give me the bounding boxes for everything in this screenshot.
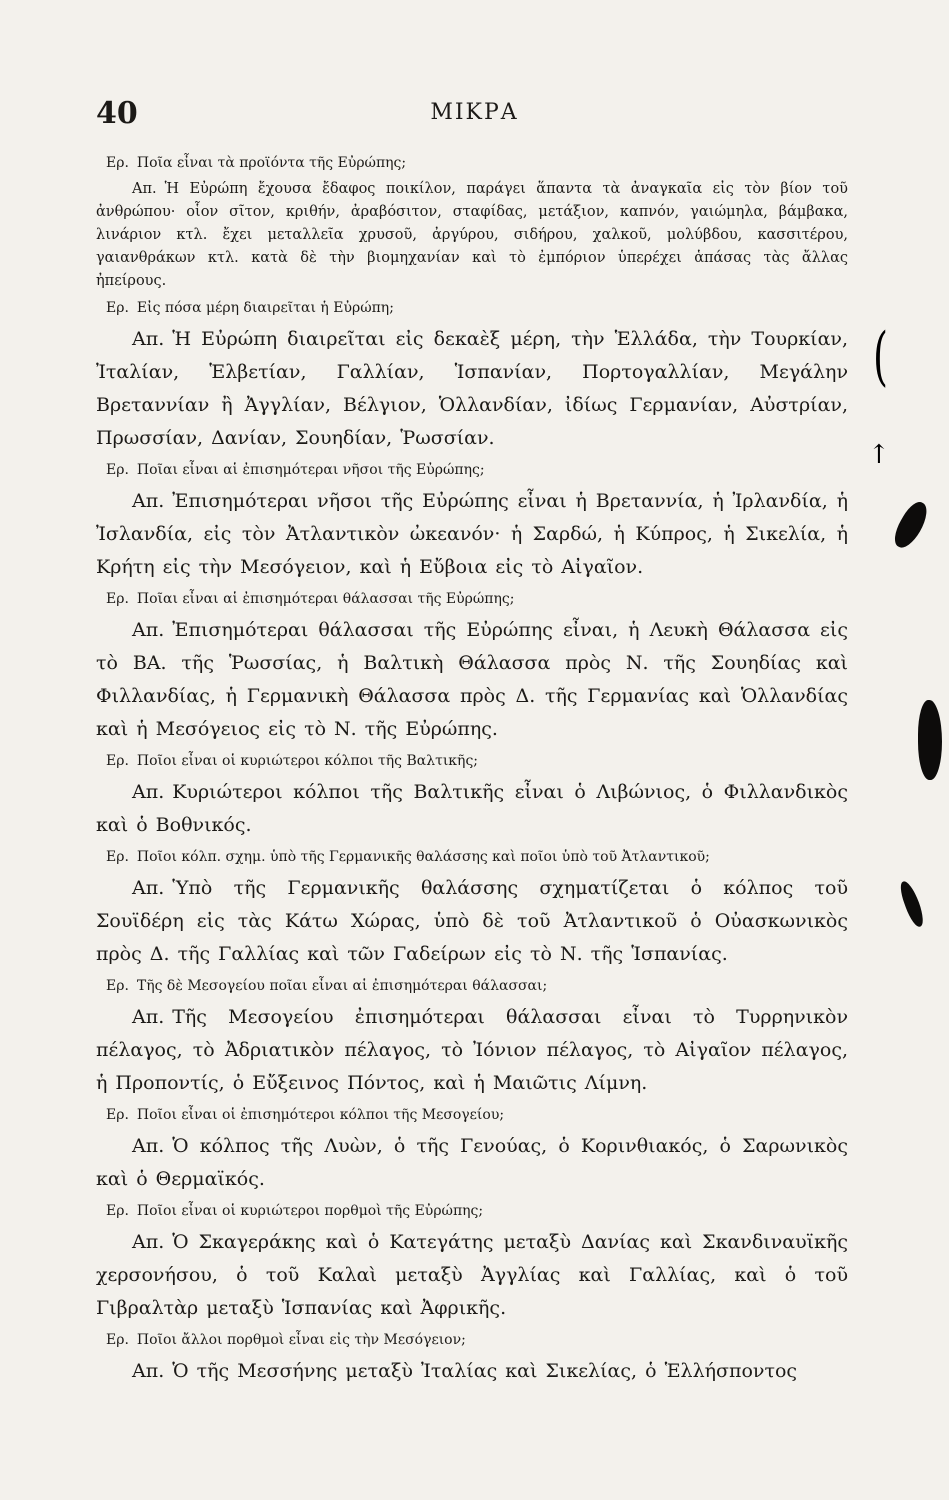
question-label: Ερ.: [106, 753, 129, 769]
answer-paragraph: [96, 178, 848, 293]
answer-text: Ὁ κόλπος τῆς Λυὼν, ὁ τῆς Γενούας, ὁ Κορινθιακός, ὁ Σαρωνικὸς καὶ ὁ Θερμαϊκός.: [96, 1135, 848, 1190]
answer-text: Κυριώτεροι κόλποι τῆς Βαλτικῆς εἶναι ὁ Λιβώνιος, ὁ Φιλλανδικὸς καὶ ὁ Βοθνικός.: [96, 781, 848, 836]
question-paragraph: [106, 1329, 848, 1352]
answer-paragraph: [96, 1130, 848, 1196]
question-text: Εἰς πόσα μέρη διαιρεῖται ἡ Εὐρώπη;: [136, 300, 394, 316]
ink-blot: [897, 879, 927, 929]
question-paragraph: [106, 588, 848, 611]
question-text: Ποῖαι εἶναι αἱ ἐπισημότεραι νῆσοι τῆς Εὐρώπης;: [136, 462, 485, 478]
answer-label: Απ.: [132, 877, 165, 899]
question-paragraph: [106, 1104, 848, 1127]
question-label: Ερ.: [106, 1332, 129, 1348]
question-paragraph: [106, 459, 848, 482]
question-text: Τῆς δὲ Μεσογείου ποῖαι εἶναι αἱ ἐπισημότεραι θάλασσαι;: [136, 978, 548, 994]
question-paragraph: [106, 975, 848, 998]
answer-paragraph: [96, 1001, 848, 1100]
question-label: Ερ.: [106, 1203, 129, 1219]
answer-text: Τῆς Μεσογείου ἐπισημότεραι θάλασσαι εἶναι τὸ Τυρρηνικὸν πέλαγος, τὸ Ἀδριατικὸν πέλαγος, τὸ Ἰόνιον πέλαγος, τὸ Αἰγαῖον πέλαγος, ἡ Προποντίς, ὁ Εὔξεινος Πόντος, καὶ ἡ Μαιῶτις Λίμνη.: [96, 1006, 848, 1094]
answer-text: Ἐπισημότεραι νῆσοι τῆς Εὐρώπης εἶναι ἡ Βρεταννία, ἡ Ἰρλανδία, ἡ Ἰσλανδία, εἰς τὸν Ἀτλαντικὸν ὠκεανόν· ἡ Σαρδώ, ἡ Κύπρος, ἡ Σικελία, ἡ Κρήτη εἰς τὴν Μεσόγειον, καὶ ἡ Εὔβοια εἰς τὸ Αἰγαῖον.: [96, 490, 848, 578]
answer-text: Ὁ τῆς Μεσσήνης μεταξὺ Ἰταλίας καὶ Σικελίας, ὁ Ἑλλήσποντος: [172, 1360, 798, 1382]
answer-text: Ἐπισημότεραι θάλασσαι τῆς Εὐρώπης εἶναι, ἡ Λευκὴ Θάλασσα εἰς τὸ ΒΑ. τῆς Ῥωσσίας, ἡ Βαλτικὴ Θάλασσα πρὸς Ν. τῆς Σουηδίας καὶ Φιλλανδίας, ἡ Γερμανικὴ Θάλασσα πρὸς Δ. τῆς Γερμανίας καὶ Ὁλλανδίας καὶ ἡ Μεσόγειος εἰς τὸ Ν. τῆς Εὐρώπης.: [96, 619, 848, 740]
answer-text: Ὁ Σκαγεράκης καὶ ὁ Κατεγάτης μεταξὺ Δανίας καὶ Σκανδιναυϊκῆς χερσονήσου, ὁ τοῦ Καλαὶ μεταξὺ Ἀγγλίας καὶ Γαλλίας, καὶ ὁ τοῦ Γιβραλτὰρ μεταξὺ Ἱσπανίας καὶ Ἀφρικῆς.: [96, 1231, 848, 1319]
answer-label: Απ.: [132, 619, 165, 641]
question-paragraph: [106, 750, 848, 773]
margin-stroke-mark: ↑: [868, 440, 890, 470]
answer-label: Απ.: [132, 781, 165, 803]
question-text: Ποῖοι εἶναι οἱ κυριώτεροι κόλποι τῆς Βαλτικῆς;: [136, 753, 478, 769]
ink-blot: [918, 700, 942, 780]
answer-text: Ἡ Εὐρώπη ἔχουσα ἔδαφος ποικίλον, παράγει ἅπαντα τὰ ἀναγκαῖα εἰς τὸν βίον τοῦ ἀνθρώπου· οἷον σῖτον, κριθήν, ἀραβόσιτον, σταφίδας, μετάξιον, καπνόν, γαιώμηλα, βάμβακα, λινάριον κτλ. ἔχει μεταλλεῖα χρυσοῦ, ἀργύρου, σιδήρου, χαλκοῦ, μολύβδου, κασσιτέρου, γαιανθράκων κτλ. κατὰ δὲ τὴν βιομηχανίαν καὶ τὸ ἐμπόριον ὑπερέχει ἁπάσας τὰς ἄλλας ἠπείρους.: [96, 181, 848, 289]
answer-text: Ὑπὸ τῆς Γερμανικῆς θαλάσσης σχηματίζεται ὁ κόλπος τοῦ Σουϊδέρη εἰς τὰς Κάτω Χώρας, ὑπὸ δὲ τοῦ Ἀτλαντικοῦ ὁ Οὐασκωνικὸς πρὸς Δ. τῆς Γαλλίας καὶ τῶν Γαδείρων εἰς τὸ Ν. τῆς Ἱσπανίας.: [96, 877, 848, 965]
answer-paragraph: [96, 1355, 848, 1388]
answer-paragraph: [96, 323, 848, 455]
answer-label: Απ.: [132, 1135, 165, 1157]
question-label: Ερ.: [106, 1107, 129, 1123]
question-paragraph: [106, 152, 848, 175]
running-head: ΜΙΚΡΑ: [430, 100, 519, 125]
answer-text: Ἡ Εὐρώπη διαιρεῖται εἰς δεκαὲξ μέρη, τὴν Ἑλλάδα, τὴν Τουρκίαν, Ἰταλίαν, Ἑλβετίαν, Γαλλίαν, Ἱσπανίαν, Πορτογαλλίαν, Μεγάλην Βρεταννίαν ἢ Ἀγγλίαν, Βέλγιον, Ὁλλανδίαν, ἰδίως Γερμανίαν, Αὐστρίαν, Πρωσσίαν, Δανίαν, Σουηδίαν, Ῥωσσίαν.: [96, 328, 848, 449]
page-header: [0, 96, 949, 136]
page-number: 40: [96, 96, 138, 131]
answer-label: Απ.: [132, 490, 165, 512]
question-label: Ερ.: [106, 300, 129, 316]
question-paragraph: [106, 297, 848, 320]
question-text: Ποῖοι εἶναι οἱ ἐπισημότεροι κόλποι τῆς Μεσογείου;: [136, 1107, 505, 1123]
question-label: Ερ.: [106, 155, 129, 171]
question-label: Ερ.: [106, 591, 129, 607]
answer-paragraph: [96, 1226, 848, 1325]
answer-paragraph: [96, 485, 848, 584]
answer-label: Απ.: [132, 328, 165, 350]
answer-paragraph: [96, 872, 848, 971]
question-text: Ποῖαι εἶναι αἱ ἐπισημότεραι θάλασσαι τῆς Εὐρώπης;: [136, 591, 515, 607]
question-text: Ποῖοι ἄλλοι πορθμοὶ εἶναι εἰς τὴν Μεσόγειον;: [136, 1332, 466, 1348]
question-paragraph: [106, 1200, 848, 1223]
question-text: Ποῖα εἶναι τὰ προϊόντα τῆς Εὐρώπης;: [136, 155, 407, 171]
answer-label: Απ.: [132, 1360, 165, 1382]
question-label: Ερ.: [106, 849, 129, 865]
answer-label: Απ.: [132, 1006, 165, 1028]
answer-paragraph: [96, 614, 848, 746]
question-text: Ποῖοι εἶναι οἱ κυριώτεροι πορθμοὶ τῆς Εὐρώπης;: [136, 1203, 484, 1219]
ink-blot: [889, 498, 933, 552]
question-label: Ερ.: [106, 462, 129, 478]
answer-label: Απ.: [132, 1231, 165, 1253]
question-paragraph: [106, 846, 848, 869]
question-text: Ποῖοι κόλπ. σχημ. ὑπὸ τῆς Γερμανικῆς θαλάσσης καὶ ποῖοι ὑπὸ τοῦ Ἀτλαντικοῦ;: [136, 849, 710, 865]
question-label: Ερ.: [106, 978, 129, 994]
margin-bracket-mark: (: [872, 320, 888, 394]
answer-paragraph: [96, 776, 848, 842]
page-body: [96, 152, 848, 1392]
answer-label: Απ.: [132, 181, 157, 197]
